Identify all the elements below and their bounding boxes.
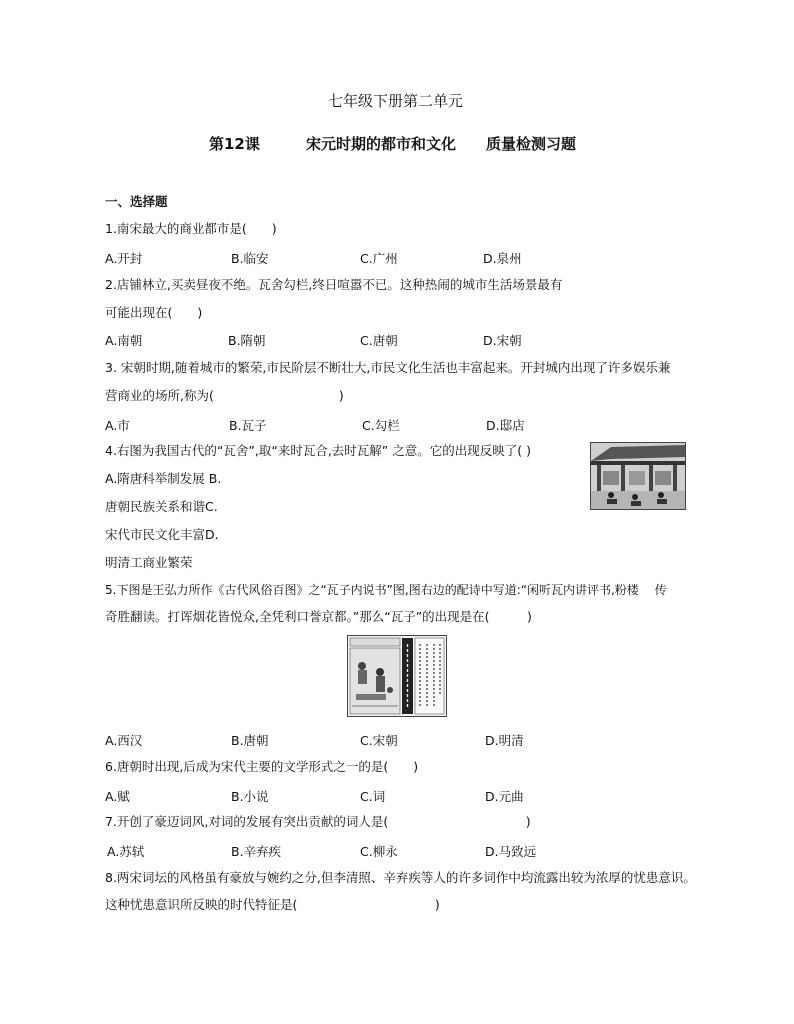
q2-option-b: B.隋朝 [228, 333, 266, 348]
q2-option-d: D.宋朝 [483, 333, 522, 348]
q1-option-d: D.泉州 [483, 251, 522, 266]
q5-option-d: D.明清 [485, 733, 524, 748]
question-2-line-2: 可能出现在( ) [105, 305, 203, 320]
question-3-line-2: 营商业的场所,称为( ) [105, 388, 344, 403]
q5-option-c: C.宋朝 [360, 733, 398, 748]
q5-option-b: B.唐朝 [231, 733, 269, 748]
q1-option-a: A.开封 [105, 251, 143, 266]
q2-option-a: A.南朝 [105, 333, 143, 348]
q3-option-b: B.瓦子 [229, 418, 267, 433]
question-3-line-1: 3. 宋朝时期,随着城市的繁荣,市民阶层不断壮大,市民文化生活也丰富起来。开封城内出现了许多娱乐兼 [105, 360, 671, 375]
q3-option-d: D.邸店 [486, 418, 525, 433]
section-title: 一、选择题 [105, 194, 168, 209]
q7-option-d: D.马致远 [485, 844, 537, 859]
q7-option-b: B.辛弃疾 [231, 844, 282, 859]
question-4-line-2: A.隋唐科举制发展 B. [105, 471, 222, 486]
q3-option-a: A.市 [105, 418, 130, 433]
lesson-subtitle: 质量检测习题 [486, 135, 577, 153]
q7-option-a: A.苏轼 [107, 844, 145, 859]
wa-she-illustration [590, 442, 686, 510]
q5-option-a: A.西汉 [105, 733, 143, 748]
storytelling-illustration [347, 635, 447, 717]
q2-option-c: C.唐朝 [360, 333, 398, 348]
question-7: 7.开创了豪迈词风,对词的发展有突出贡献的词人是( ) [105, 814, 531, 829]
q6-option-b: B.小说 [231, 789, 269, 804]
question-4-line-3: 唐朝民族关系和谐C. [105, 499, 218, 514]
question-5-line-2: 奇胜翻读。打诨烟花皆悦众,全凭利口誉京都。”那么“瓦子”的出现是在( ) [105, 609, 532, 624]
question-6: 6.唐朝时出现,后成为宋代主要的文学形式之一的是( ) [105, 759, 419, 774]
question-4-line-1: 4.右图为我国古代的“瓦舍”,取“来时瓦合,去时瓦解” 之意。它的出现反映了( ) [105, 443, 531, 458]
question-8-line-1: 8.两宋词坛的风格虽有豪放与婉约之分,但李清照、辛弃疾等人的许多词作中均流露出较为浓厚的忧患意识。 [105, 870, 696, 885]
q7-option-c: C.柳永 [360, 844, 398, 859]
question-4-line-5: 明清工商业繁荣 [105, 555, 193, 570]
unit-title: 七年级下册第二单元 [328, 92, 464, 110]
question-8-line-2: 这种忧患意识所反映的时代特征是( ) [105, 897, 440, 912]
question-1: 1.南宋最大的商业都市是( ) [105, 221, 277, 236]
question-5-line-1: 5.下图是王弘力所作《古代风俗百图》之“瓦子内说书”图,图右边的配诗中写道:“闲听瓦内讲评书,粉楼 传 [105, 583, 667, 597]
q3-option-c: C.勾栏 [362, 418, 400, 433]
lesson-number: 第12课 [209, 135, 260, 153]
question-2-line-1: 2.店铺林立,买卖昼夜不绝。瓦舍勾栏,终日喧嚣不已。这种热闹的城市生活场景最有 [105, 277, 563, 292]
q1-option-c: C.广州 [360, 251, 398, 266]
q6-option-a: A.赋 [105, 789, 130, 804]
lesson-title: 宋元时期的都市和文化 [306, 135, 457, 153]
q6-option-c: C.词 [360, 789, 386, 804]
question-4-line-4: 宋代市民文化丰富D. [105, 527, 219, 542]
q6-option-d: D.元曲 [485, 789, 524, 804]
q1-option-b: B.临安 [231, 251, 269, 266]
